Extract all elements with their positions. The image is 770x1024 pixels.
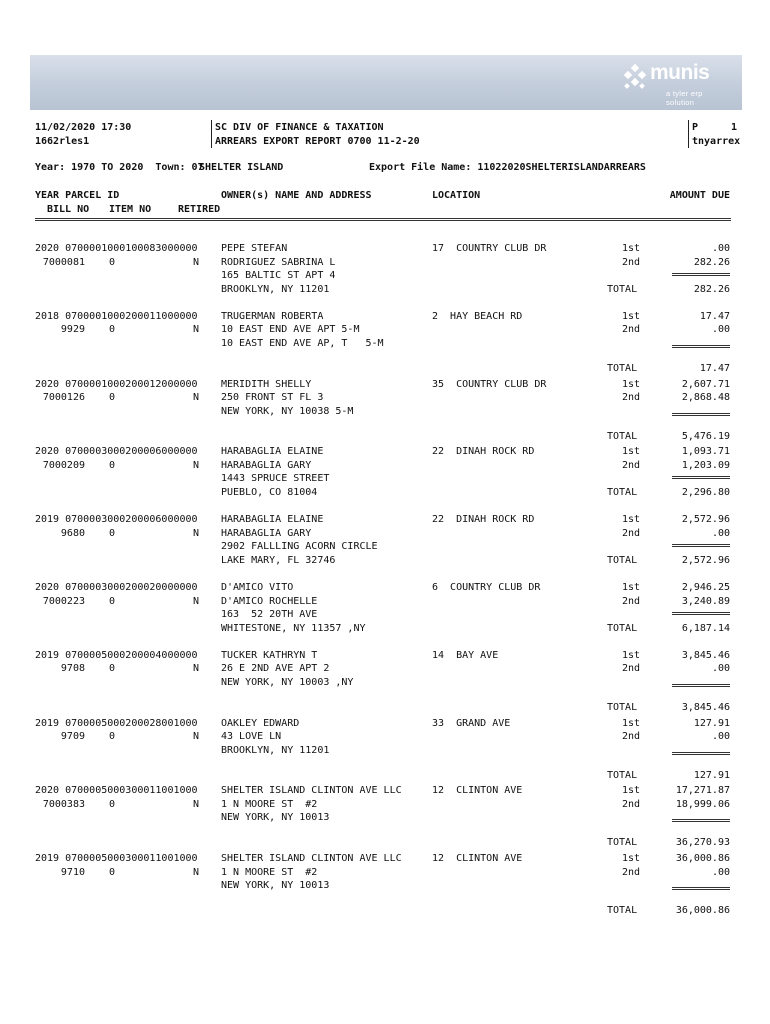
record-owner-line: 26 E 2ND AVE APT 2 <box>221 663 330 675</box>
header-divider-right <box>688 120 689 148</box>
total-label: TOTAL <box>607 362 638 374</box>
record-total: 17.47 <box>699 362 730 374</box>
total-label: TOTAL <box>607 555 638 567</box>
record-owner-line: NEW YORK, NY 10013 <box>221 812 330 824</box>
installment-2-amount: .00 <box>711 527 730 539</box>
record-owner-line: HARABAGLIA ELAINE <box>221 446 324 458</box>
record-owner-line: NEW YORK, NY 10013 <box>221 880 330 892</box>
total-label: TOTAL <box>607 905 638 917</box>
record-item-no: 0 <box>109 663 116 675</box>
record-location: 22 DINAH ROCK RD <box>432 514 535 526</box>
page-label: P <box>692 122 699 133</box>
installment-1-label: 1st <box>622 446 641 458</box>
installment-1-label: 1st <box>622 514 641 526</box>
report-datetime: 11/02/2020 17:30 <box>35 122 132 133</box>
installment-1-amount: 2,607.71 <box>681 378 730 390</box>
record-retired: N <box>193 324 200 336</box>
installment-2-label: 2nd <box>622 459 641 471</box>
record-year-parcel: 2020 0700001000100083000000 <box>35 243 198 254</box>
record-total: 36,270.93 <box>675 837 730 849</box>
record-owner-line: TRUGERMAN ROBERTA <box>221 310 324 322</box>
subtotal-rule <box>672 819 730 822</box>
record-retired: N <box>193 595 200 607</box>
department-name: SC DIV OF FINANCE & TAXATION <box>215 122 384 133</box>
record-retired: N <box>193 663 200 675</box>
record-item-no: 0 <box>109 731 116 743</box>
record-item-no: 0 <box>109 392 116 404</box>
record-owner-line: 1 N MOORE ST #2 <box>221 866 318 878</box>
record-owner-line: 2902 FALLLING ACORN CIRCLE <box>221 541 378 553</box>
record-owner-line: NEW YORK, NY 10003 ,NY <box>221 676 354 688</box>
total-label: TOTAL <box>607 430 638 442</box>
record-item-no: 0 <box>109 595 116 607</box>
installment-1-label: 1st <box>622 243 641 254</box>
record-owner-line: 1443 SPRUCE STREET <box>221 473 330 485</box>
installment-2-amount: .00 <box>711 731 730 743</box>
col-year-parcel: YEAR PARCEL ID <box>35 190 120 201</box>
record-year-parcel: 2020 0700001000200012000000 <box>35 378 198 390</box>
record-owner-line: SHELTER ISLAND CLINTON AVE LLC <box>221 785 402 797</box>
record-owner-line: OAKLEY EDWARD <box>221 717 300 729</box>
record-year-parcel: 2018 0700001000200011000000 <box>35 310 198 322</box>
record-owner-line: NEW YORK, NY 10038 5-M <box>221 405 354 417</box>
installment-1-amount: .00 <box>711 243 730 254</box>
record-location: 2 HAY BEACH RD <box>432 310 523 322</box>
installment-2-label: 2nd <box>622 731 641 743</box>
total-label: TOTAL <box>607 769 638 781</box>
header-rule <box>35 218 731 221</box>
record-total: 2,572.96 <box>681 555 730 567</box>
record-owner-line: MERIDITH SHELLY <box>221 378 312 390</box>
record-owner-line: HARABAGLIA GARY <box>221 459 312 471</box>
record-location: 22 DINAH ROCK RD <box>432 446 535 458</box>
record-item-no: 0 <box>109 798 116 810</box>
subtotal-rule <box>672 544 730 547</box>
installment-1-label: 1st <box>622 649 641 661</box>
col-bill-no: BILL NO <box>47 204 90 215</box>
record-total: 36,000.86 <box>675 905 730 917</box>
record-total: 282.26 <box>693 284 730 295</box>
record-location: 35 COUNTRY CLUB DR <box>432 378 547 390</box>
subtotal-rule <box>672 684 730 687</box>
installment-1-label: 1st <box>622 310 641 322</box>
record-item-no: 0 <box>109 527 116 539</box>
record-owner-line: BROOKLYN, NY 11201 <box>221 744 330 756</box>
record-bill-no: 9680 <box>60 527 85 539</box>
installment-1-label: 1st <box>622 785 641 797</box>
record-item-no: 0 <box>109 256 116 268</box>
record-location: 33 GRAND AVE <box>432 717 511 729</box>
record-owner-line: 43 LOVE LN <box>221 731 282 743</box>
installment-2-label: 2nd <box>622 798 641 810</box>
page-number: 1 <box>730 122 737 133</box>
installment-2-label: 2nd <box>622 527 641 539</box>
installment-1-amount: 17.47 <box>699 310 730 322</box>
record-year-parcel: 2020 0700003000200006000000 <box>35 446 198 458</box>
year-range: Year: 1970 TO 2020 Town: 07 <box>35 162 204 173</box>
installment-1-label: 1st <box>622 378 641 390</box>
record-year-parcel: 2019 0700005000200028001000 <box>35 717 198 729</box>
record-owner-line: 163 52 20TH AVE <box>221 609 318 620</box>
record-bill-no: 9708 <box>60 663 85 675</box>
col-item-no: ITEM NO <box>109 204 152 215</box>
installment-2-label: 2nd <box>622 256 641 268</box>
subtotal-rule <box>672 752 730 755</box>
record-retired: N <box>193 731 200 743</box>
installment-2-amount: 282.26 <box>693 256 730 268</box>
logo-name: munis <box>650 61 710 84</box>
record-owner-line: BROOKLYN, NY 11201 <box>221 283 330 295</box>
record-owner-line: RODRIGUEZ SABRINA L <box>221 256 336 268</box>
record-owner-line: 1 N MOORE ST #2 <box>221 798 318 810</box>
subtotal-rule <box>672 345 730 348</box>
total-label: TOTAL <box>607 284 638 295</box>
header-divider-left <box>211 120 212 148</box>
logo-tagline: a tyler erp solution <box>666 89 703 107</box>
record-retired: N <box>193 798 200 810</box>
installment-1-amount: 127.91 <box>693 717 730 729</box>
record-bill-no: 9929 <box>60 324 85 336</box>
installment-2-amount: .00 <box>711 324 730 336</box>
record-bill-no: 7000209 <box>42 459 85 471</box>
total-label: TOTAL <box>607 837 638 849</box>
total-label: TOTAL <box>607 487 638 499</box>
record-retired: N <box>193 527 200 539</box>
record-retired: N <box>193 866 200 878</box>
total-label: TOTAL <box>607 623 638 634</box>
town-name: SHELTER ISLAND <box>199 162 284 173</box>
col-retired: RETIRED <box>178 204 221 215</box>
installment-2-amount: 3,240.89 <box>681 595 730 607</box>
installment-2-label: 2nd <box>622 866 641 878</box>
munis-diamond-icon <box>622 65 648 91</box>
record-bill-no: 7000081 <box>42 256 85 268</box>
record-location: 17 COUNTRY CLUB DR <box>432 243 547 254</box>
record-owner-line: SHELTER ISLAND CLINTON AVE LLC <box>221 853 402 865</box>
record-location: 12 CLINTON AVE <box>432 785 523 797</box>
installment-1-amount: 1,093.71 <box>681 446 730 458</box>
col-amount-due: AMOUNT DUE <box>669 190 730 201</box>
record-bill-no: 9710 <box>60 866 85 878</box>
record-total: 127.91 <box>693 769 730 781</box>
record-owner-line: PEPE STEFAN <box>221 243 288 254</box>
record-owner-line: WHITESTONE, NY 11357 ,NY <box>221 622 366 634</box>
installment-2-label: 2nd <box>622 324 641 336</box>
record-location: 6 COUNTRY CLUB DR <box>432 582 541 593</box>
installment-2-label: 2nd <box>622 595 641 607</box>
record-owner-line: PUEBLO, CO 81004 <box>221 486 318 498</box>
record-owner-line: TUCKER KATHRYN T <box>221 649 318 661</box>
record-total: 6,187.14 <box>681 623 730 634</box>
col-location: LOCATION <box>432 190 481 201</box>
installment-1-label: 1st <box>622 853 641 865</box>
total-label: TOTAL <box>607 701 638 713</box>
record-owner-line: 10 EAST END AVE AP, T 5-M <box>221 337 384 349</box>
subtotal-rule <box>672 612 730 615</box>
report-banner <box>30 55 742 110</box>
installment-1-amount: 3,845.46 <box>681 649 730 661</box>
record-item-no: 0 <box>109 324 116 336</box>
installment-1-amount: 2,946.25 <box>681 582 730 593</box>
report-user: tnyarrex <box>692 136 741 147</box>
record-owner-line: 10 EAST END AVE APT 5-M <box>221 324 360 336</box>
record-owner-line: D'AMICO VITO <box>221 582 294 593</box>
record-total: 3,845.46 <box>681 701 730 713</box>
record-location: 14 BAY AVE <box>432 649 499 661</box>
export-file-name: Export File Name: 11022020SHELTERISLANDARREARS <box>369 162 646 173</box>
installment-2-amount: 2,868.48 <box>681 392 730 404</box>
record-owner-line: D'AMICO ROCHELLE <box>221 595 318 607</box>
record-year-parcel: 2020 0700003000200020000000 <box>35 582 198 593</box>
installment-2-amount: .00 <box>711 866 730 878</box>
record-year-parcel: 2019 0700005000300011001000 <box>35 853 198 865</box>
subtotal-rule <box>672 887 730 890</box>
record-owner-line: 250 FRONT ST FL 3 <box>221 392 324 404</box>
installment-1-label: 1st <box>622 717 641 729</box>
record-retired: N <box>193 256 200 268</box>
record-item-no: 0 <box>109 866 116 878</box>
report-title: ARREARS EXPORT REPORT 0700 11-2-20 <box>215 136 420 147</box>
installment-2-label: 2nd <box>622 663 641 675</box>
installment-2-label: 2nd <box>622 392 641 404</box>
subtotal-rule <box>672 273 730 276</box>
record-owner-line: 165 BALTIC ST APT 4 <box>221 270 336 281</box>
record-year-parcel: 2019 0700005000200004000000 <box>35 649 198 661</box>
record-year-parcel: 2020 0700005000300011001000 <box>35 785 198 797</box>
record-owner-line: HARABAGLIA GARY <box>221 527 312 539</box>
record-bill-no: 9709 <box>60 731 85 743</box>
munis-logo <box>622 61 732 105</box>
record-location: 12 CLINTON AVE <box>432 853 523 865</box>
record-total: 2,296.80 <box>681 487 730 499</box>
record-bill-no: 7000126 <box>42 392 85 404</box>
record-year-parcel: 2019 0700003000200006000000 <box>35 514 198 526</box>
installment-1-amount: 2,572.96 <box>681 514 730 526</box>
record-owner-line: LAKE MARY, FL 32746 <box>221 554 336 566</box>
subtotal-rule <box>672 413 730 416</box>
col-owner: OWNER(s) NAME AND ADDRESS <box>221 190 372 201</box>
installment-1-label: 1st <box>622 582 641 593</box>
record-item-no: 0 <box>109 459 116 471</box>
installment-2-amount: 1,203.09 <box>681 459 730 471</box>
record-retired: N <box>193 459 200 471</box>
installment-1-amount: 17,271.87 <box>675 785 730 797</box>
installment-2-amount: 18,999.06 <box>675 798 730 810</box>
record-total: 5,476.19 <box>681 430 730 442</box>
report-id: 1662rles1 <box>35 136 90 147</box>
installment-1-amount: 36,000.86 <box>675 853 730 865</box>
installment-2-amount: .00 <box>711 663 730 675</box>
record-bill-no: 7000383 <box>42 798 85 810</box>
record-retired: N <box>193 392 200 404</box>
record-owner-line: HARABAGLIA ELAINE <box>221 514 324 526</box>
subtotal-rule <box>672 476 730 479</box>
record-bill-no: 7000223 <box>42 595 85 607</box>
